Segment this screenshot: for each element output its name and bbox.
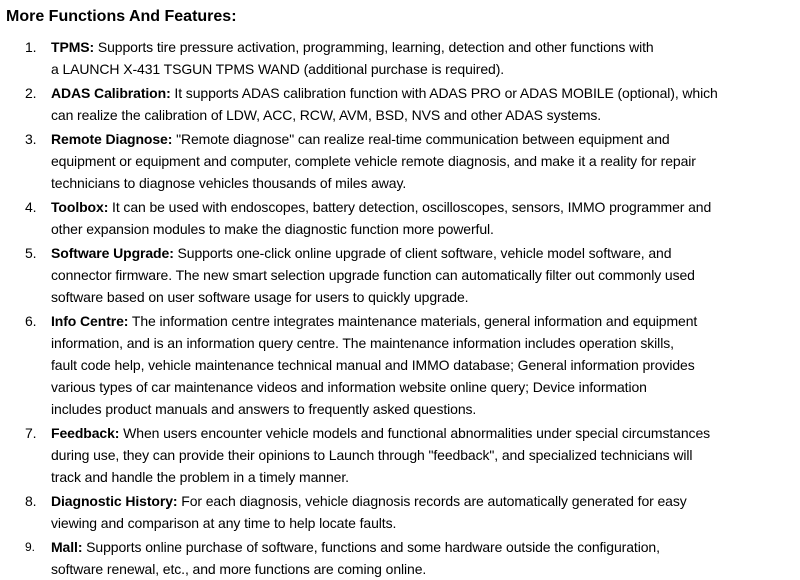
item-text-line: can realize the calibration of LDW, ACC, RCW, AVM, BSD, NVS and other ADAS systems. [51,107,602,123]
item-text-line: Supports tire pressure activation, programming, learning, detection and other functions with [94,39,654,55]
feature-list [6,36,800,580]
item-text-line: When users encounter vehicle models and functional abnormalities under special circumstances [119,425,711,441]
feature-item [6,196,800,240]
item-number: 6. [25,313,37,329]
feature-item [6,422,800,488]
item-text-line: software based on user software usage for users to quickly upgrade. [51,289,469,305]
item-number: 5. [25,245,37,261]
item-text-line: "Remote diagnose" can realize real-time communication between equipment and [172,131,670,147]
item-title: Mall: [51,539,83,555]
feature-item [6,536,800,580]
item-text-line: software renewal, etc., and more functions are coming online. [51,561,427,577]
item-number: 8. [25,493,37,509]
item-text-line: technicians to diagnose vehicles thousands of miles away. [51,175,407,191]
item-text-line: connector firmware. The new smart selection upgrade function can automatically filter out commonly used [51,267,695,283]
item-title: Remote Diagnose: [51,131,173,147]
item-text-line: viewing and comparison at any time to help locate faults. [51,515,397,531]
item-text-line: Supports one-click online upgrade of client software, vehicle model software, and [173,245,672,261]
item-text-line: information, and is an information query centre. The maintenance information includes operation skills, [51,335,674,351]
item-text-line: The information centre integrates maintenance materials, general information and equipment [128,313,698,329]
item-text-line: For each diagnosis, vehicle diagnosis records are automatically generated for easy [177,493,687,509]
item-number: 1. [25,39,37,55]
feature-item [6,128,800,194]
item-title: Software Upgrade: [51,245,174,261]
item-text-line: It supports ADAS calibration function with ADAS PRO or ADAS MOBILE (optional), which [170,85,718,101]
item-text-line: various types of car maintenance videos and information website online query; Device information [51,379,647,395]
item-title: Feedback: [51,425,120,441]
item-text-line: equipment or equipment and computer, complete vehicle remote diagnosis, and make it a reality for repair [51,153,696,169]
item-text-line: a LAUNCH X-431 TSGUN TPMS WAND (additional purchase is required). [51,61,505,77]
feature-item [6,490,800,534]
item-text-line: Supports online purchase of software, functions and some hardware outside the configuration, [82,539,660,555]
item-number: 2. [25,85,37,101]
item-text-line: includes product manuals and answers to frequently asked questions. [51,401,477,417]
item-text-line: fault code help, vehicle maintenance technical manual and IMMO database; General information provides [51,357,695,373]
item-number: 7. [25,425,37,441]
item-number: 9. [25,540,35,554]
page-heading: More Functions And Features: [6,8,237,25]
item-text-line: other expansion modules to make the diagnostic function more powerful. [51,221,494,237]
feature-item [6,36,800,80]
item-title: ADAS Calibration: [51,85,171,101]
item-title: Info Centre: [51,313,129,329]
item-title: Diagnostic History: [51,493,178,509]
item-text-line: It can be used with endoscopes, battery detection, oscilloscopes, sensors, IMMO programmer and [108,199,712,215]
item-number: 3. [25,131,37,147]
item-number: 4. [25,199,37,215]
feature-item [6,82,800,126]
item-title: TPMS: [51,39,95,55]
feature-item [6,242,800,308]
item-text-line: during use, they can provide their opinions to Launch through "feedback", and specialized technicians will [51,447,693,463]
feature-item [6,310,800,420]
item-text-line: track and handle the problem in a timely manner. [51,469,349,485]
item-title: Toolbox: [51,199,109,215]
